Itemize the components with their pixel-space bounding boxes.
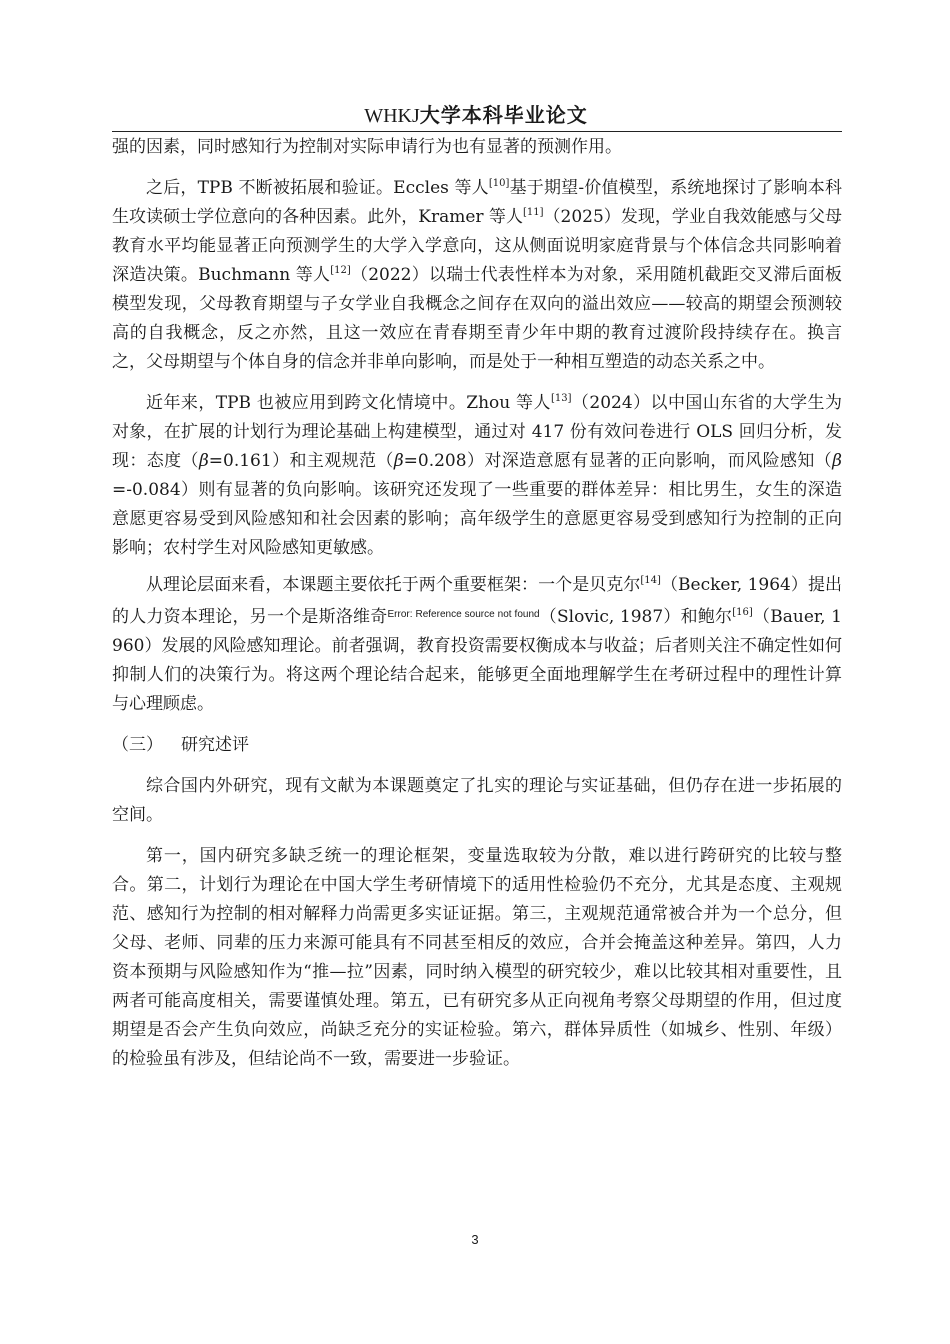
paragraph-summary: 综合国内外研究，现有文献为本课题奠定了扎实的理论与实证基础，但仍存在进一步拓展的空间。 <box>112 776 842 825</box>
paragraph-continuation: 强的因素，同时感知行为控制对实际申请行为也有显著的预测作用。 <box>112 137 622 157</box>
citation-10: [10] <box>488 178 510 189</box>
citation-13: [13] <box>550 393 572 404</box>
citation-14: [14] <box>640 575 661 586</box>
section-heading <box>112 731 842 760</box>
beta-symbol: β <box>832 451 842 471</box>
citation-16: [16] <box>732 607 753 618</box>
page-number: 3 <box>471 1232 479 1247</box>
beta-symbol: β <box>393 451 404 471</box>
paragraph-tpb-extension: 之后，TPB 不断被拓展和验证。Eccles 等人[10]基于期望-价值模型，系统地探讨了影响本科生攻读硕士学位意向的各种因素。此外，Kramer 等人[11]（2025）发现，学业自我效能感与父母教育水平均能显著正向预测学生的大学入学意向，这从侧面说明家庭背景与个体信念共同影响着深造决策。Buchmann 等人[12]（2022）以瑞士代表性样本为对象，采用随机截距交叉滞后面板模型发现，父母教育期望与子女学业自我概念之间存在双向的溢出效应——较高的期望会预测较高的自我概念，反之亦然，且这一效应在青春期至青少年中期的教育过渡阶段持续存在。换言之，父母期望与个体自身的信念并非单向影响，而是处于一种相互塑造的动态关系之中。 <box>112 178 843 372</box>
citation-12: [12] <box>330 265 351 276</box>
reference-error-text: Error: Reference source not found <box>387 609 540 620</box>
beta-symbol: β <box>198 451 209 471</box>
header-rule <box>112 131 842 132</box>
citation-11: [11] <box>522 207 544 218</box>
header-title: 大学本科毕业论文 <box>419 103 588 127</box>
paragraph-theory: 从理论层面来看，本课题主要依托于两个重要框架：一个是贝克尔[14]（Becker, 1964）提出的人力资本理论，另一个是斯洛维奇$^{Error: Reference source not found}$（Slovic, 1987）和鲍尔[16]（Bauer, 1960）发展的风险感知理论。前者强调，教育投资需要权衡成本与收益；后者则关注不确定性如何抑制人们的决策行为。将这两个理论结合起来，能够更全面地理解学生在考研过程中的理性计算与心理顾虑。 <box>112 575 842 714</box>
paragraph-cross-cultural: 近年来，TPB 也被应用到跨文化情境中。Zhou 等人[13]（2024）以中国山东省的大学生为对象，在扩展的计划行为理论基础上构建模型，通过对 417 份有效问卷进行 OLS 回归分析，发现：态度（β=0.161）和主观规范（β=0.208）对深造意愿有显著的正向影响，而风险感知（β=-0.084）则有显著的负向影响。该研究还发现了一些重要的群体差异：相比男生，女生的深造意愿更容易受到风险感知和社会因素的影响；高年级学生的意愿更容易受到感知行为控制的正向影响；农村学生对风险感知更敏感。 <box>112 393 842 558</box>
section-number: （三） <box>112 735 163 755</box>
running-header <box>110 100 842 131</box>
section-title: 研究述评 <box>181 735 249 755</box>
paragraph-gaps: 第一，国内研究多缺乏统一的理论框架，变量选取较为分散，难以进行跨研究的比较与整合。第二，计划行为理论在中国大学生考研情境下的适用性检验仍不充分，尤其是态度、主观规范、感知行为控制的相对解释力尚需更多实证证据。第三，主观规范通常被合并为一个总分，但父母、老师、同辈的压力来源可能具有不同甚至相反的效应，合并会掩盖这种差异。第四，人力资本预期与风险感知作为“推—拉”因素，同时纳入模型的研究较少，难以比较其相对重要性，且两者可能高度相关，需要谨慎处理。第五，已有研究多从正向视角考察父母期望的作用，但过度期望是否会产生负向效应，尚缺乏充分的实证检验。第六，群体异质性（如城乡、性别、年级）的检验虽有涉及，但结论尚不一致，需要进一步验证。 <box>112 846 842 1069</box>
header-code: WHKJ <box>364 105 420 127</box>
body-text <box>112 133 842 1074</box>
